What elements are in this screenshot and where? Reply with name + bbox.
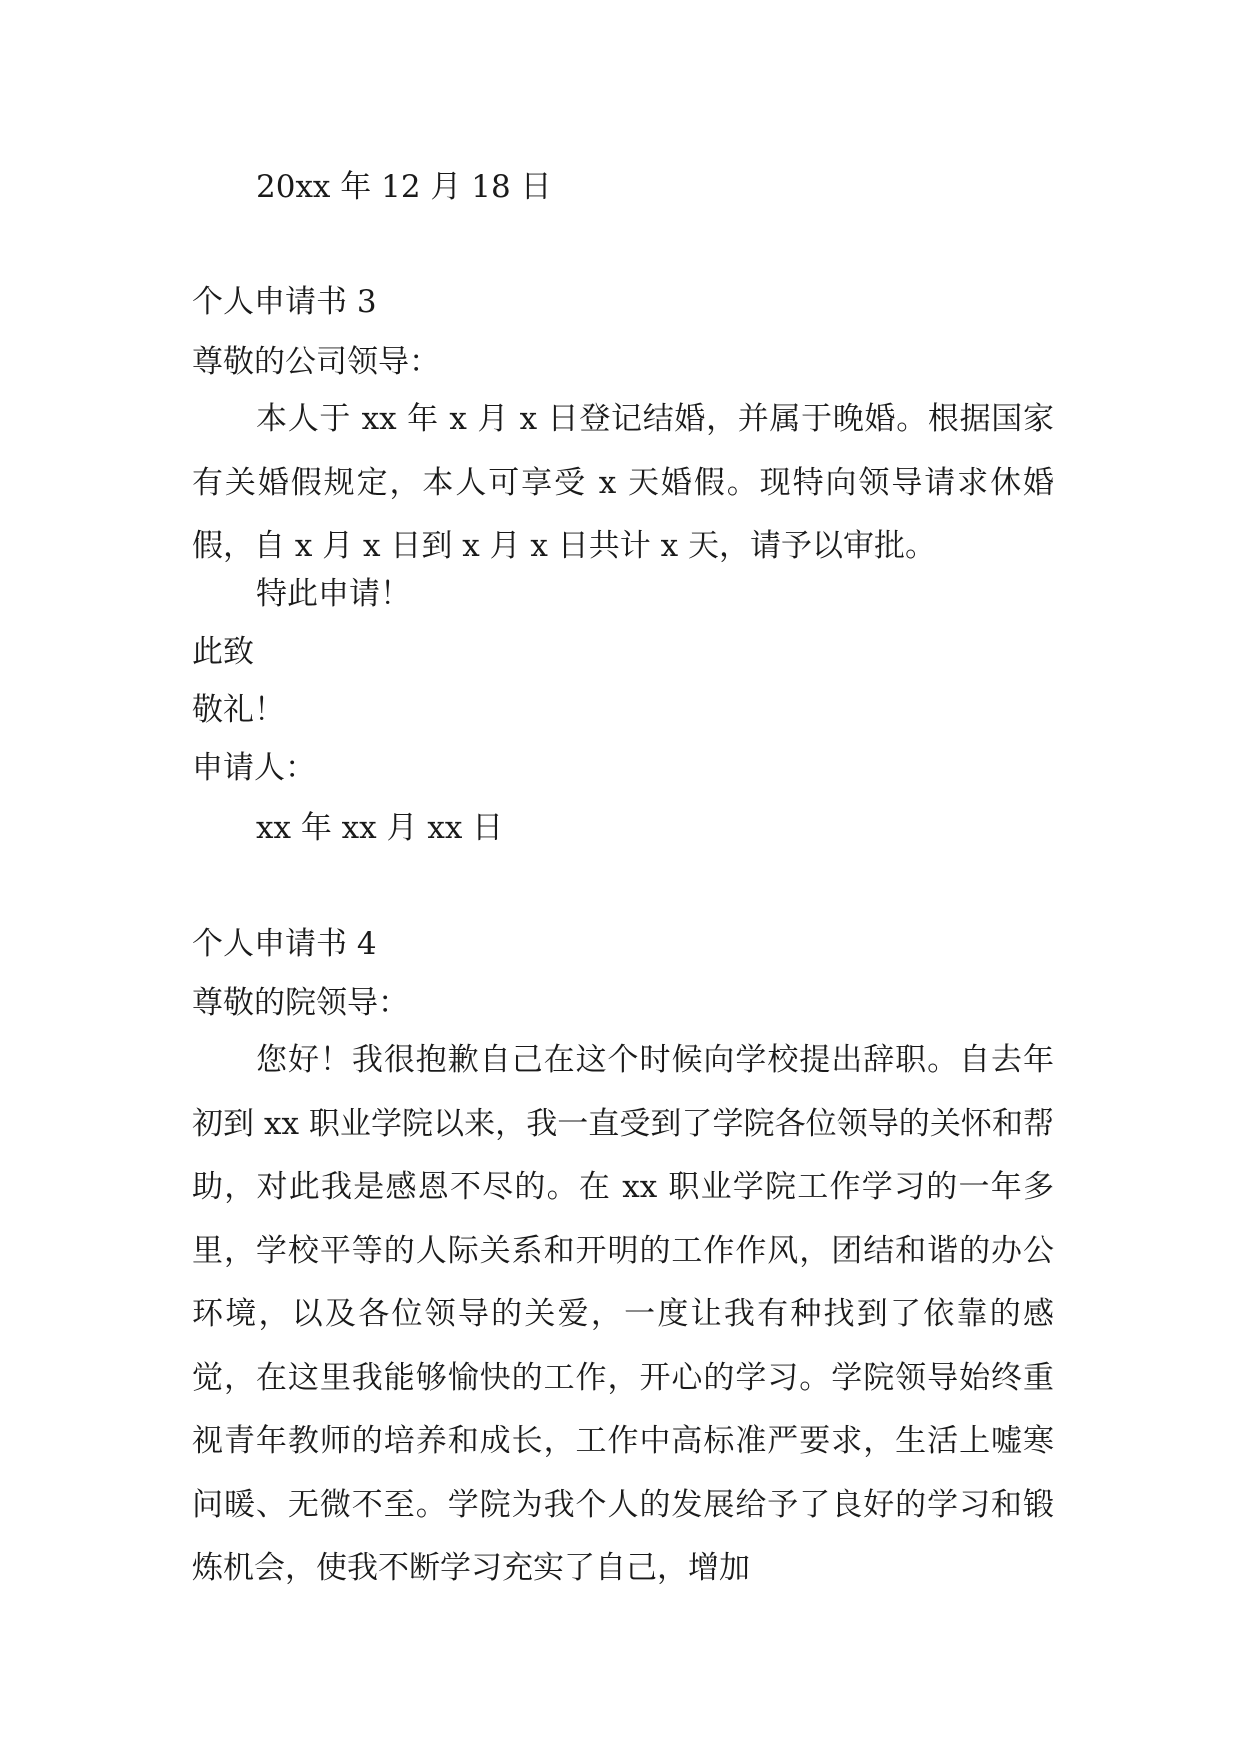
letter3-closing-jingli: 敬礼！ bbox=[192, 692, 285, 728]
letter3-closing-cizhi: 此致 bbox=[192, 634, 254, 670]
letter3-applicant: 申请人： bbox=[192, 750, 316, 786]
letter3-date: xx 年 xx 月 xx 日 bbox=[256, 810, 504, 846]
letter4-title: 个人申请书 4 bbox=[192, 926, 377, 962]
letter3-body: 本人于 xx 年 x 月 x 日登记结婚，并属于晚婚。根据国家有关婚假规定，本人可享受 x 天婚假。现特向领导请求休婚假，自 x 月 x 日到 x 月 x 日共计 x 天，请予以审批。 bbox=[192, 401, 1054, 564]
top-date: 20xx 年 12 月 18 日 bbox=[256, 169, 552, 205]
letter3-salutation: 尊敬的公司领导： bbox=[192, 344, 440, 380]
letter4-salutation: 尊敬的院领导： bbox=[192, 985, 409, 1021]
letter3-closing-statement: 特此申请！ bbox=[256, 576, 411, 612]
letter4-body: 您好！我很抱歉自己在这个时候向学校提出辞职。自去年初到 xx 职业学院以来，我一直受到了学院各位领导的关怀和帮助，对此我是感恩不尽的。在 xx 职业学院工作学习的一年多里，学校平等的人际关系和开明的工作作风，团结和谐的办公环境，以及各位领导的关爱，一度让我有种找到了依靠的感觉，在这里我能够愉快的工作，开心的学习。学院领导始终重视青年教师的培养和成长，工作中高标准严要求，生活上嘘寒问暖、无微不至。学院为我个人的发展给予了良好的学习和锻炼机会，使我不断学习充实了自己，增加 bbox=[192, 1042, 1054, 1586]
letter3-title: 个人申请书 3 bbox=[192, 284, 377, 320]
